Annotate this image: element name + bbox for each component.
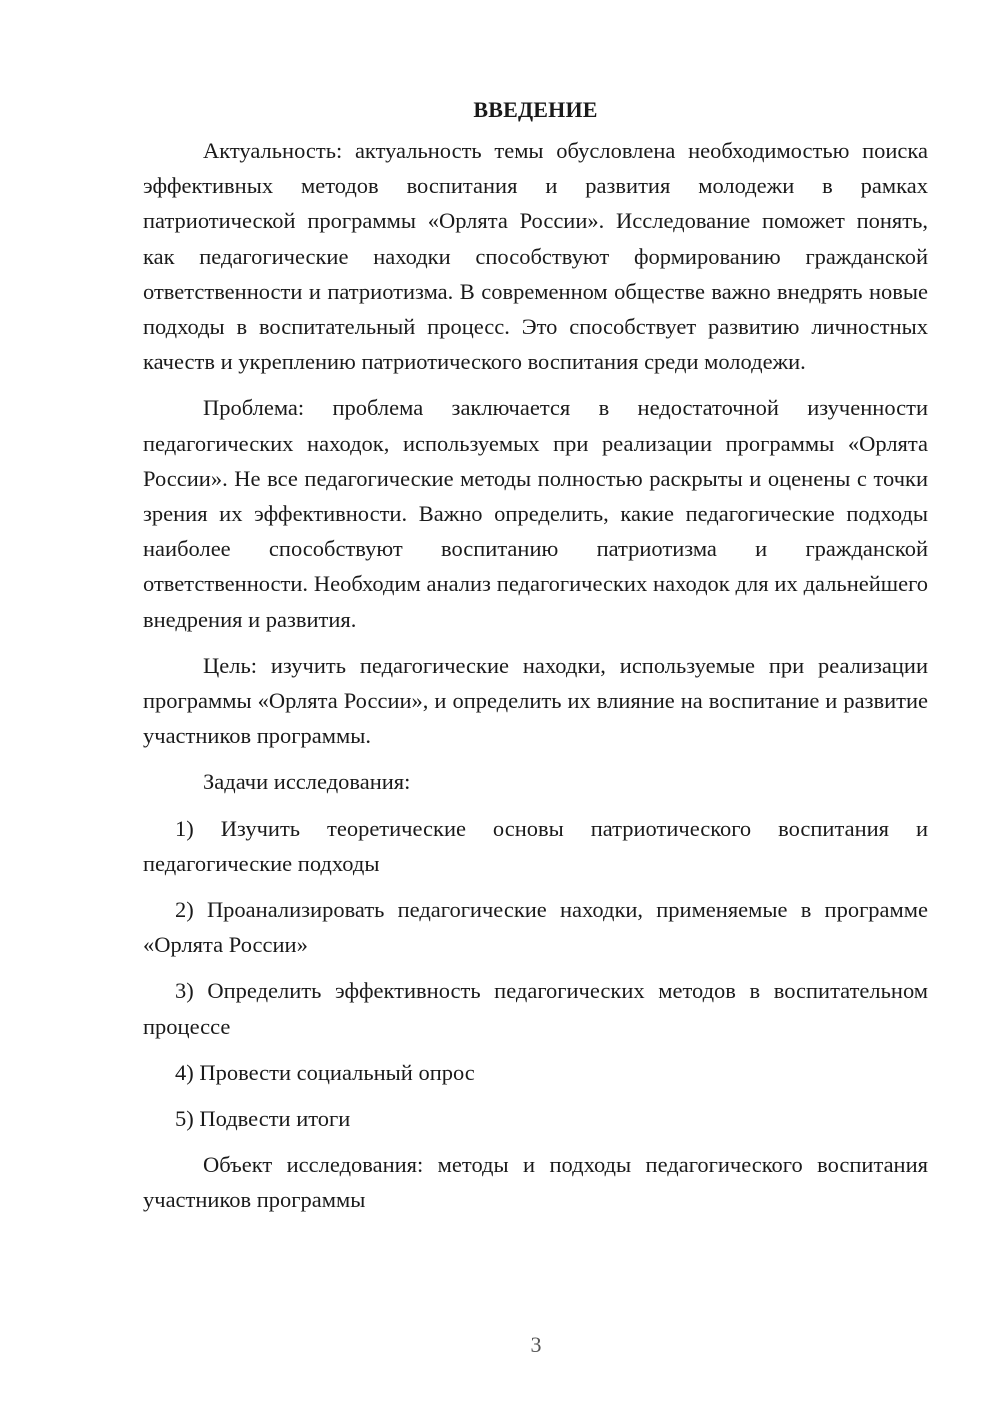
- problem-paragraph: Проблема: проблема заключается в недостаточной изученности педагогических находок, используемых при реализации программы «Орлята России». Не все педагогические методы полностью раскрыты и оценены с точки зрения их эффективности. Важно определить, какие педагогические подходы наиболее способствуют воспитанию патриотизма и гражданской ответственности. Необходим анализ педагогических находок для их дальнейшего внедрения и развития.: [143, 395, 928, 632]
- goal-paragraph: Цель: изучить педагогические находки, используемые при реализации программы «Орлята России», и определить их влияние на воспитание и развитие участников программы.: [143, 652, 928, 749]
- relevance-paragraph: Актуальность: актуальность темы обусловлена необходимостью поиска эффективных методов воспитания и развития молодежи в рамках патриотической программы «Орлята России». Исследование поможет понять, как педагогические находки способствуют формированию гражданской ответственности и патриотизма. В современном обществе важно внедрять новые подходы в воспитательный процесс. Это способствует развитию личностных качеств и укреплению патриотического воспитания среди молодежи.: [143, 138, 928, 375]
- page-footer: [0, 1332, 1000, 1358]
- task-item-4: 4) Провести социальный опрос: [175, 1059, 475, 1085]
- tasks-heading: Задачи исследования:: [203, 769, 411, 795]
- task-item-3: 3) Определить эффективность педагогических методов в воспитательном процессе: [143, 978, 928, 1039]
- task-item-1: 1) Изучить теоретические основы патриотического воспитания и педагогические подходы: [143, 815, 928, 876]
- page-number: 3: [530, 1332, 542, 1357]
- task-item-2: 2) Проанализировать педагогические находки, применяемые в программе «Орлята России»: [143, 897, 928, 958]
- document-body: [143, 92, 928, 1229]
- task-item-5: 5) Подвести итоги: [175, 1106, 351, 1132]
- object-paragraph: Объект исследования: методы и подходы педагогического воспитания участников программы: [143, 1152, 928, 1213]
- section-heading: ВВЕДЕНИЕ: [473, 97, 598, 122]
